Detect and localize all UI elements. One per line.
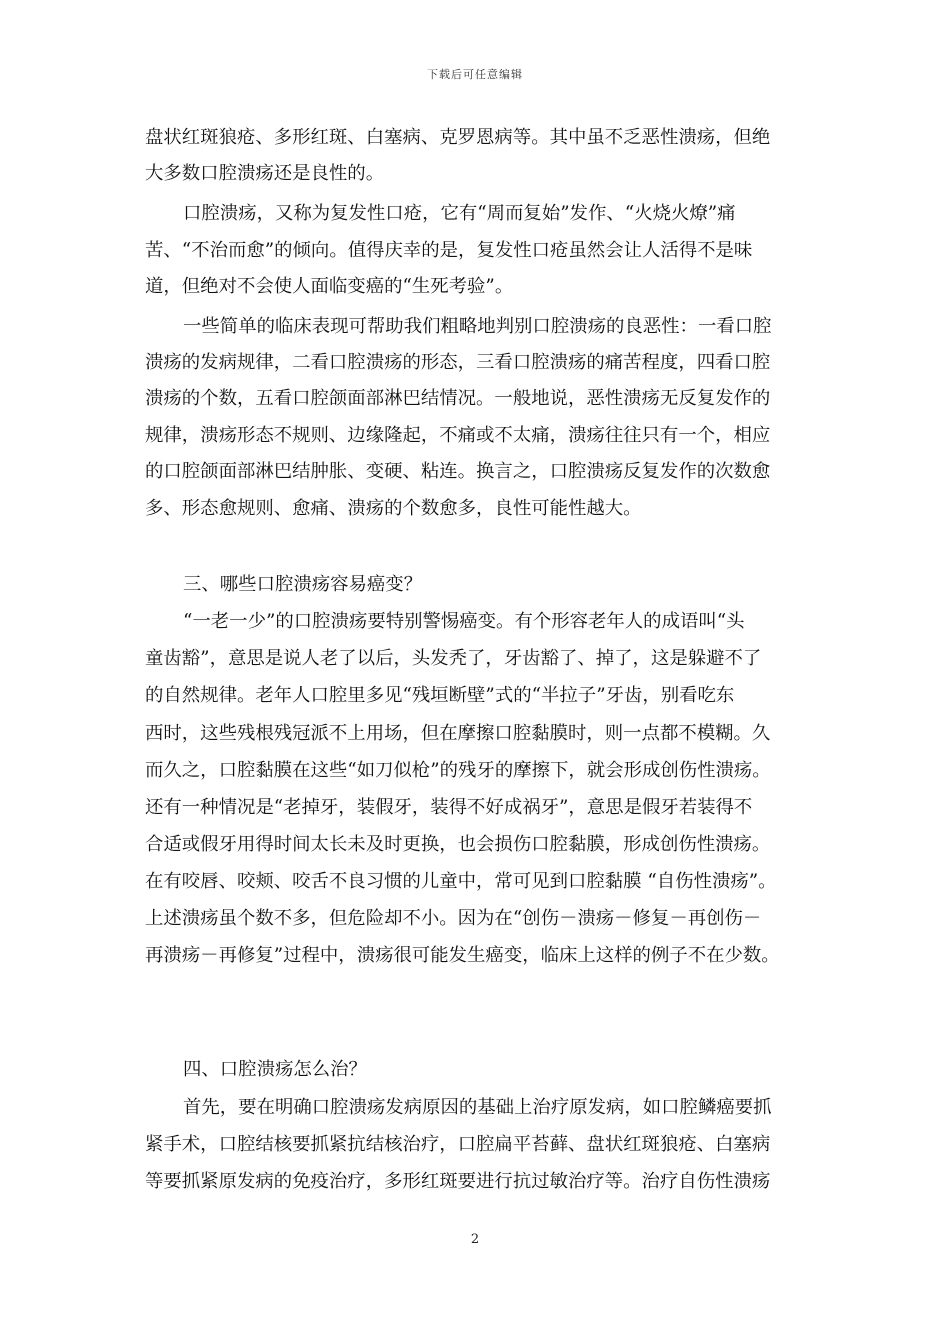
text-line: 盘状红斑狼疮、多形红斑、白塞病、克罗恩病等。其中虽不乏恶性溃疡，但绝: [145, 127, 771, 148]
text-line: 童齿豁”，意思是说人老了以后，头发秃了，牙齿豁了、掉了，这是躲避不了: [145, 648, 762, 669]
text-line: 溃疡的发病规律，二看口腔溃疡的形态，三看口腔溃疡的痛苦程度，四看口腔: [145, 352, 771, 373]
text-line: 上述溃疡虽个数不多，但危险却不小。因为在“创伤－溃疡－修复－再创伤－: [145, 908, 762, 929]
text-line: 道，但绝对不会使人面临变癌的“生死考验”。: [145, 276, 514, 297]
text-line: 再溃疡－再修复”过程中，溃疡很可能发生癌变，临床上这样的例子不在少数。: [145, 945, 780, 966]
text-line: 西时，这些残根残冠派不上用场，但在摩擦口腔黏膜时，则一点都不模糊。久: [145, 723, 771, 744]
text-line: 在有咬唇、咬颊、咬舌不良习惯的儿童中，常可见到口腔黏膜 “自伤性溃疡”。: [145, 871, 777, 892]
text-line: 一些简单的临床表现可帮助我们粗略地判别口腔溃疡的良恶性：一看口腔: [183, 316, 772, 337]
text-line: 等要抓紧原发病的免疫治疗，多形红斑要进行抗过敏治疗等。治疗自伤性溃疡: [145, 1171, 771, 1192]
text-line: 紧手术，口腔结核要抓紧抗结核治疗，口腔扁平苔藓、盘状红斑狼疮、白塞病: [145, 1134, 771, 1155]
text-line: 而久之，口腔黏膜在这些“如刀似枪”的残牙的摩擦下，就会形成创伤性溃疡。: [145, 760, 771, 781]
text-line: 溃疡的个数，五看口腔颌面部淋巴结情况。一般地说，恶性溃疡无反复发作的: [145, 388, 771, 409]
section-heading: 三、哪些口腔溃疡容易癌变？: [183, 574, 423, 595]
text-line: 规律，溃疡形态不规则、边缘隆起，不痛或不太痛，溃疡往往只有一个，相应: [145, 425, 771, 446]
text-line: 大多数口腔溃疡还是良性的。: [145, 163, 385, 184]
section-heading: 四、口腔溃疡怎么治？: [183, 1059, 367, 1080]
text-line: 合适或假牙用得时间太长未及时更换，也会损伤口腔黏膜，形成创伤性溃疡。: [145, 834, 771, 855]
text-line: 多、形态愈规则、愈痛、溃疡的个数愈多，良性可能性越大。: [145, 498, 642, 519]
text-line: 还有一种情况是“老掉牙，装假牙，装得不好成祸牙”，意思是假牙若装得不: [145, 797, 753, 818]
text-line: 的口腔颌面部淋巴结肿胀、变硬、粘连。换言之，口腔溃疡反复发作的次数愈: [145, 461, 771, 482]
text-line: 首先，要在明确口腔溃疡发病原因的基础上治疗原发病，如口腔鳞癌要抓: [183, 1097, 772, 1118]
text-line: 苦、“不治而愈”的倾向。值得庆幸的是，复发性口疮虽然会让人活得不是味: [145, 240, 753, 261]
text-line: 口腔溃疡，又称为复发性口疮，它有“周而复始”发作、“火烧火燎”痛: [183, 203, 736, 224]
text-line: “一老一少”的口腔溃疡要特别警惕癌变。有个形容老年人的成语叫“头: [183, 611, 745, 632]
page-number: 2: [470, 1232, 480, 1247]
page-header: 下载后可任意编辑: [427, 68, 523, 81]
text-line: 的自然规律。老年人口腔里多见“残垣断壁”式的“半拉子”牙齿，别看吃东: [145, 685, 735, 706]
